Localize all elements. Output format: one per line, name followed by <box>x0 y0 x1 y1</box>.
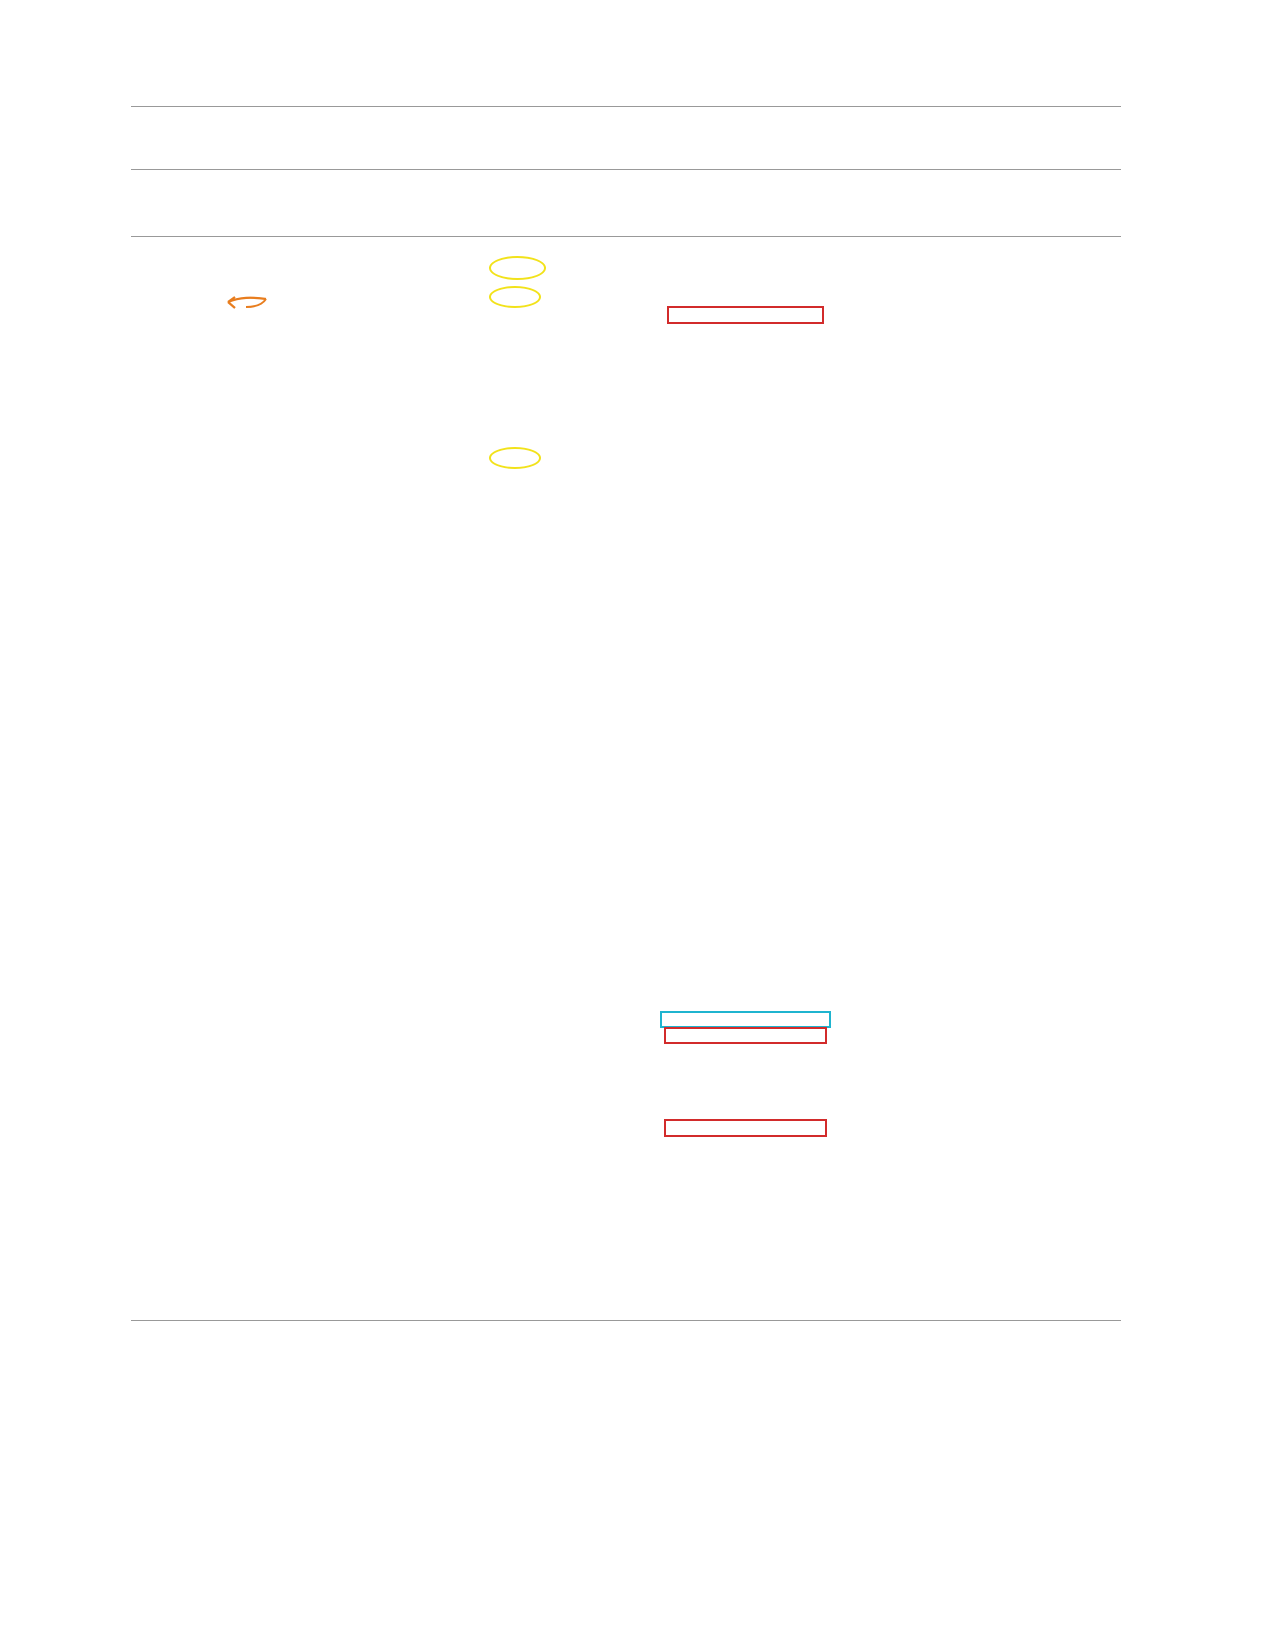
highlight-box-government-lending <box>664 1119 827 1137</box>
highlight-ellipse-cfc <box>489 447 541 469</box>
rule-top <box>131 169 1121 170</box>
highlight-ellipse-net-saving <box>489 286 541 308</box>
page-header <box>131 70 1121 107</box>
arrow-icon <box>222 293 268 313</box>
highlight-ellipse-gross-saving <box>489 256 546 280</box>
highlight-box-private-lending <box>664 1027 827 1044</box>
rule-under-years <box>131 236 1121 237</box>
highlight-box-net-lending <box>660 1011 831 1028</box>
rule-bottom <box>131 1320 1121 1321</box>
highlight-box-net-private-saving <box>667 306 824 324</box>
